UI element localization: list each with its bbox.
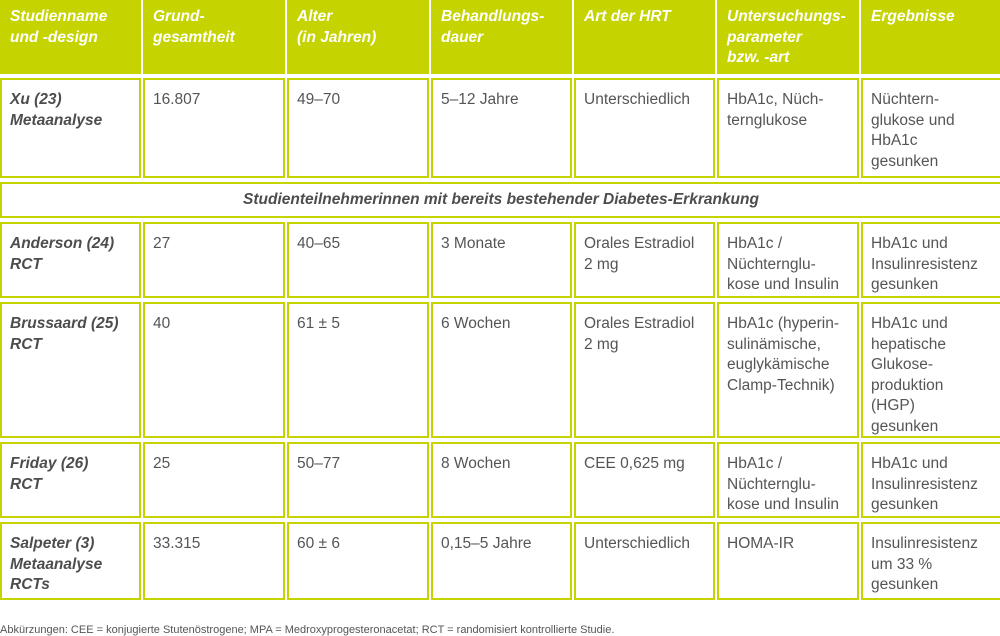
section-row: Studienteilnehmerinnen mit bereits bestehender Diabetes-Erkrankung	[0, 182, 1000, 218]
table-cell: 40–65	[287, 222, 429, 298]
footnote: Abkürzungen: CEE = konjugierte Stutenöstrogene; MPA = Medroxyprogesteronacetat; RCT = randomisiert kontrollierte Studie.	[0, 624, 615, 636]
table-cell: Orales Estradiol 2 mg	[574, 222, 715, 298]
table-cell: 8 Wochen	[431, 442, 572, 518]
table-cell: 0,15–5 Jahre	[431, 522, 572, 600]
table-cell: 16.807	[143, 78, 285, 178]
header-cell: Ergebnisse	[861, 0, 1000, 74]
table-cell: 33.315	[143, 522, 285, 600]
header-cell: Grund- gesamtheit	[143, 0, 285, 74]
table-cell: HbA1c und Insulinresistenz gesunken	[861, 442, 1000, 518]
table-cell: 60 ± 6	[287, 522, 429, 600]
study-name-cell: Anderson (24) RCT	[0, 222, 141, 298]
table-cell: 40	[143, 302, 285, 438]
study-name-cell: Brussaard (25) RCT	[0, 302, 141, 438]
table-cell: HbA1c, Nüch- ternglukose	[717, 78, 859, 178]
table-cell: HbA1c / Nüchternglu- kose und Insulin	[717, 442, 859, 518]
table-cell: Insulinresistenz um 33 % gesunken	[861, 522, 1000, 600]
header-cell: Studienname und -design	[0, 0, 141, 74]
table-cell: HbA1c (hyperin- sulinämische, euglykämische Clamp-Technik)	[717, 302, 859, 438]
header-cell: Behandlungs- dauer	[431, 0, 572, 74]
table-cell: HbA1c und Insulinresistenz gesunken	[861, 222, 1000, 298]
table-cell: Orales Estradiol 2 mg	[574, 302, 715, 438]
table-cell: 50–77	[287, 442, 429, 518]
table-cell: 61 ± 5	[287, 302, 429, 438]
table-cell: 49–70	[287, 78, 429, 178]
table-cell: 3 Monate	[431, 222, 572, 298]
table-cell: 5–12 Jahre	[431, 78, 572, 178]
header-cell: Untersuchungs- parameter bzw. -art	[717, 0, 859, 74]
table-cell: Unterschiedlich	[574, 522, 715, 600]
table-cell: HOMA-IR	[717, 522, 859, 600]
table-cell: CEE 0,625 mg	[574, 442, 715, 518]
study-name-cell: Friday (26) RCT	[0, 442, 141, 518]
table-cell: Unterschiedlich	[574, 78, 715, 178]
study-name-cell: Salpeter (3) Metaanalyse RCTs	[0, 522, 141, 600]
table-cell: HbA1c und hepatische Glukose- produktion (HGP) gesunken	[861, 302, 1000, 438]
table-cell: 25	[143, 442, 285, 518]
header-cell: Alter (in Jahren)	[287, 0, 429, 74]
header-cell: Art der HRT	[574, 0, 715, 74]
table-cell: 6 Wochen	[431, 302, 572, 438]
table-cell: Nüchtern- glukose und HbA1c gesunken	[861, 78, 1000, 178]
table-cell: HbA1c / Nüchternglu- kose und Insulin	[717, 222, 859, 298]
study-name-cell: Xu (23) Metaanalyse	[0, 78, 141, 178]
table-cell: 27	[143, 222, 285, 298]
